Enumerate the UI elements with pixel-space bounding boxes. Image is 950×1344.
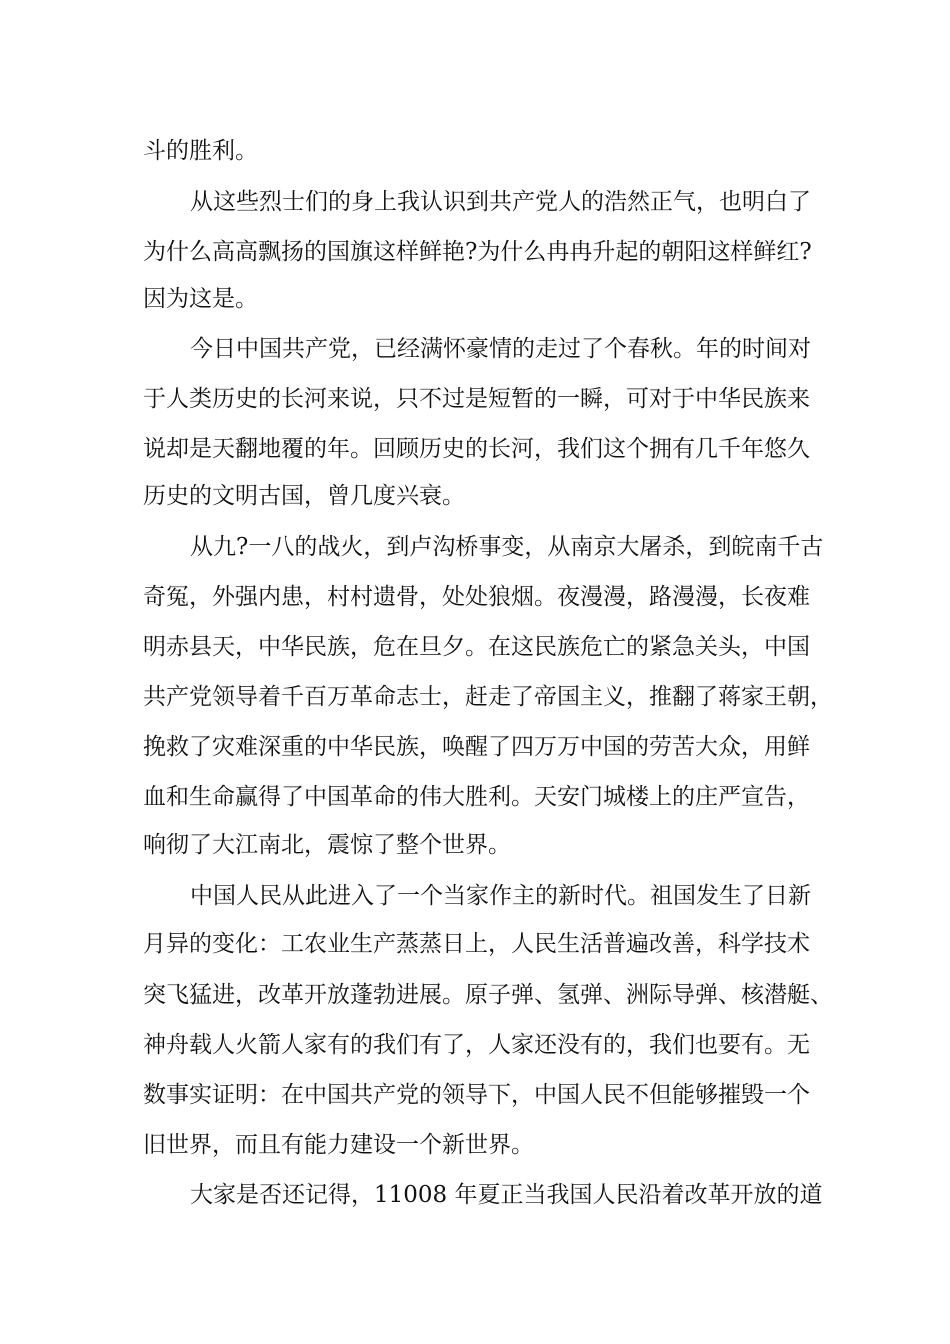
paragraph-start-line: 从这些烈士们的身上我认识到共产党人的浩然正气，也明白了 [190, 189, 811, 215]
text-line: 响彻了大江南北，震惊了整个世界。 [143, 832, 511, 858]
text-line: 为什么高高飘扬的国旗这样鲜艳?为什么冉冉升起的朝阳这样鲜红? [143, 239, 812, 265]
paragraph-start-line: 今日中国共产党，已经满怀豪情的走过了个春秋。年的时间对 [190, 336, 811, 362]
text-line: 历史的文明古国，曾几度兴衰。 [143, 483, 465, 509]
text-line: 奇冤，外强内患，村村遗骨，处处狼烟。夜漫漫，路漫漫，长夜难 [143, 584, 810, 610]
text-line: 于人类历史的长河来说，只不过是短暂的一瞬，可对于中华民族来 [143, 386, 810, 412]
paragraph-start-line: 大家是否还记得，11008 年夏正当我国人民沿着改革开放的道 [190, 1182, 823, 1208]
text-line: 旧世界，而且有能力建设一个新世界。 [143, 1132, 534, 1158]
text-line: 突飞猛进，改革开放蓬勃进展。原子弹、氢弹、洲际导弹、核潜艇、 [143, 982, 833, 1008]
text-line: 数事实证明：在中国共产党的领导下，中国人民不但能够摧毁一个 [143, 1082, 810, 1108]
text-line: 因为这是。 [143, 286, 258, 312]
paragraph-start-line: 从九?一八的战火，到卢沟桥事变，从南京大屠杀，到皖南千古 [190, 534, 824, 560]
text-line: 挽救了灾难深重的中华民族，唤醒了四万万中国的劳苦大众，用鲜 [143, 734, 810, 760]
text-line: 明赤县天，中华民族，危在旦夕。在这民族危亡的紧急关头，中国 [143, 634, 810, 660]
text-line: 神舟载人火箭人家有的我们有了，人家还没有的，我们也要有。无 [143, 1032, 810, 1058]
text-line: 血和生命赢得了中国革命的伟大胜利。天安门城楼上的庄严宣告， [143, 784, 810, 810]
text-line: 说却是天翻地覆的年。回顾历史的长河，我们这个拥有几千年悠久 [143, 436, 810, 462]
text-line: 月异的变化：工农业生产蒸蒸日上，人民生活普遍改善，科学技术 [143, 931, 810, 957]
text-line: 共产党领导着千百万革命志士，赶走了帝国主义，推翻了蒋家王朝， [143, 684, 833, 710]
paragraph-start-line: 中国人民从此进入了一个当家作主的新时代。祖国发生了日新 [190, 883, 811, 909]
text-line: 斗的胜利。 [143, 138, 258, 164]
